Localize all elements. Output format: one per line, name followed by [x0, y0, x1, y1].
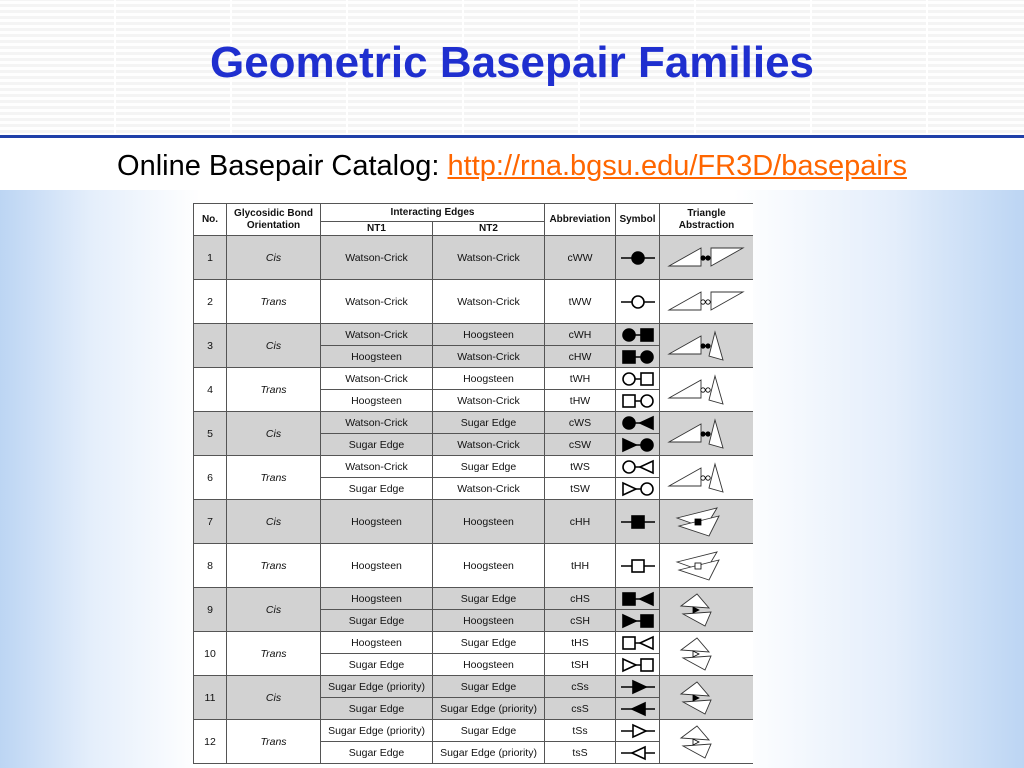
table-row [194, 544, 754, 588]
basepair-symbol-icon [618, 480, 658, 498]
header-abbreviation: Abbreviation [545, 204, 616, 236]
cell-abbreviation: cWS [545, 412, 616, 434]
cell-triangle-abstraction [660, 456, 754, 500]
cell-family-number: 8 [194, 544, 227, 588]
cell-nt2-edge: Sugar Edge [433, 588, 545, 610]
catalog-link[interactable]: http://rna.bgsu.edu/FR3D/basepairs [447, 150, 907, 182]
cell-nt2-edge: Sugar Edge [433, 720, 545, 742]
basepair-symbol-icon [618, 744, 658, 762]
cell-nt1-edge: Sugar Edge [321, 610, 433, 632]
cell-nt1-edge: Watson-Crick [321, 368, 433, 390]
table-row [194, 632, 754, 654]
triangle-abstraction-icon [665, 282, 749, 322]
cell-family-number: 12 [194, 720, 227, 764]
cell-nt1-edge: Watson-Crick [321, 456, 433, 478]
triangle-abstraction-icon [665, 590, 749, 630]
catalog-line [0, 146, 1024, 190]
cell-nt1-edge: Sugar Edge [321, 434, 433, 456]
cell-symbol [616, 610, 660, 632]
table-row [194, 676, 754, 698]
cell-symbol [616, 280, 660, 324]
cell-symbol [616, 544, 660, 588]
cell-family-number: 5 [194, 412, 227, 456]
cell-nt1-edge: Watson-Crick [321, 412, 433, 434]
triangle-abstraction-icon [665, 326, 749, 366]
cell-nt1-edge: Hoogsteen [321, 588, 433, 610]
cell-family-number: 11 [194, 676, 227, 720]
cell-symbol [616, 456, 660, 478]
cell-nt2-edge: Watson-Crick [433, 478, 545, 500]
cell-orientation: Trans [227, 720, 321, 764]
cell-nt1-edge: Sugar Edge [321, 654, 433, 676]
header-no: No. [194, 204, 227, 236]
basepair-symbol-icon [618, 722, 658, 740]
cell-symbol [616, 588, 660, 610]
header-divider [0, 135, 1024, 138]
cell-nt2-edge: Sugar Edge (priority) [433, 742, 545, 764]
cell-symbol [616, 742, 660, 764]
table-row [194, 324, 754, 346]
cell-orientation: Cis [227, 676, 321, 720]
header-triangle: Triangle Abstraction [660, 204, 754, 236]
cell-nt1-edge: Watson-Crick [321, 236, 433, 280]
cell-nt2-edge: Sugar Edge [433, 456, 545, 478]
cell-nt1-edge: Hoogsteen [321, 632, 433, 654]
cell-symbol [616, 434, 660, 456]
cell-family-number: 3 [194, 324, 227, 368]
table-row [194, 588, 754, 610]
cell-abbreviation: cHH [545, 500, 616, 544]
cell-nt1-edge: Hoogsteen [321, 500, 433, 544]
cell-orientation: Trans [227, 544, 321, 588]
cell-abbreviation: csS [545, 698, 616, 720]
triangle-abstraction-icon [665, 502, 749, 542]
basepair-symbol-icon [618, 634, 658, 652]
cell-family-number: 2 [194, 280, 227, 324]
table-row [194, 280, 754, 324]
basepair-symbol-icon [618, 370, 658, 388]
cell-family-number: 9 [194, 588, 227, 632]
cell-nt2-edge: Watson-Crick [433, 390, 545, 412]
basepair-symbol-icon [618, 678, 658, 696]
triangle-abstraction-icon [665, 634, 749, 674]
cell-nt2-edge: Watson-Crick [433, 280, 545, 324]
basepair-symbol-icon [618, 436, 658, 454]
cell-abbreviation: tWW [545, 280, 616, 324]
cell-nt1-edge: Sugar Edge [321, 698, 433, 720]
cell-abbreviation: tWH [545, 368, 616, 390]
cell-triangle-abstraction [660, 588, 754, 632]
cell-symbol [616, 346, 660, 368]
triangle-abstraction-icon [665, 238, 749, 278]
cell-nt2-edge: Sugar Edge [433, 632, 545, 654]
cell-abbreviation: tHH [545, 544, 616, 588]
header-symbol: Symbol [616, 204, 660, 236]
cell-nt1-edge: Watson-Crick [321, 324, 433, 346]
cell-nt2-edge: Hoogsteen [433, 654, 545, 676]
cell-nt2-edge: Sugar Edge [433, 676, 545, 698]
basepair-symbol-icon [618, 348, 658, 366]
cell-nt2-edge: Hoogsteen [433, 610, 545, 632]
basepair-symbol-icon [618, 293, 658, 311]
cell-triangle-abstraction [660, 720, 754, 764]
cell-nt2-edge: Hoogsteen [433, 368, 545, 390]
table-row [194, 500, 754, 544]
cell-triangle-abstraction [660, 368, 754, 412]
cell-nt2-edge: Sugar Edge (priority) [433, 698, 545, 720]
cell-abbreviation: tWS [545, 456, 616, 478]
cell-abbreviation: cSH [545, 610, 616, 632]
cell-triangle-abstraction [660, 236, 754, 280]
table-row [194, 236, 754, 280]
cell-nt1-edge: Sugar Edge (priority) [321, 720, 433, 742]
table-row [194, 368, 754, 390]
cell-nt1-edge: Sugar Edge [321, 742, 433, 764]
cell-nt2-edge: Watson-Crick [433, 434, 545, 456]
cell-symbol [616, 500, 660, 544]
cell-orientation: Trans [227, 368, 321, 412]
cell-nt1-edge: Hoogsteen [321, 544, 433, 588]
cell-symbol [616, 324, 660, 346]
cell-abbreviation: tHS [545, 632, 616, 654]
cell-abbreviation: cSW [545, 434, 616, 456]
cell-family-number: 7 [194, 500, 227, 544]
cell-symbol [616, 632, 660, 654]
cell-orientation: Cis [227, 588, 321, 632]
cell-abbreviation: tHW [545, 390, 616, 412]
basepair-families-table [193, 203, 753, 764]
triangle-abstraction-icon [665, 678, 749, 718]
cell-family-number: 4 [194, 368, 227, 412]
cell-abbreviation: tSs [545, 720, 616, 742]
header-nt2: NT2 [433, 222, 545, 236]
basepair-symbol-icon [618, 557, 658, 575]
basepair-symbol-icon [618, 513, 658, 531]
header-orientation: Glycosidic Bond Orientation [227, 204, 321, 236]
basepair-symbol-icon [618, 590, 658, 608]
basepair-symbol-icon [618, 392, 658, 410]
basepair-symbol-icon [618, 612, 658, 630]
slide-title: Geometric Basepair Families [209, 38, 815, 87]
cell-family-number: 1 [194, 236, 227, 280]
cell-symbol [616, 368, 660, 390]
catalog-label: Online Basepair Catalog: [117, 150, 448, 182]
header-nt1: NT1 [321, 222, 433, 236]
basepair-table-container [193, 203, 753, 768]
cell-abbreviation: tsS [545, 742, 616, 764]
cell-nt2-edge: Watson-Crick [433, 236, 545, 280]
cell-triangle-abstraction [660, 280, 754, 324]
cell-orientation: Cis [227, 236, 321, 280]
cell-orientation: Trans [227, 456, 321, 500]
cell-nt2-edge: Watson-Crick [433, 346, 545, 368]
cell-abbreviation: cWW [545, 236, 616, 280]
table-row [194, 456, 754, 478]
triangle-abstraction-icon [665, 458, 749, 498]
table-row [194, 720, 754, 742]
cell-nt2-edge: Hoogsteen [433, 544, 545, 588]
triangle-abstraction-icon [665, 370, 749, 410]
cell-symbol [616, 478, 660, 500]
cell-symbol [616, 676, 660, 698]
cell-abbreviation: cHS [545, 588, 616, 610]
cell-abbreviation: tSH [545, 654, 616, 676]
cell-symbol [616, 654, 660, 676]
cell-symbol [616, 236, 660, 280]
cell-triangle-abstraction [660, 500, 754, 544]
cell-nt1-edge: Sugar Edge [321, 478, 433, 500]
cell-nt2-edge: Hoogsteen [433, 324, 545, 346]
cell-triangle-abstraction [660, 676, 754, 720]
basepair-symbol-icon [618, 414, 658, 432]
cell-triangle-abstraction [660, 632, 754, 676]
table-row [194, 412, 754, 434]
cell-triangle-abstraction [660, 544, 754, 588]
cell-nt2-edge: Hoogsteen [433, 500, 545, 544]
cell-nt1-edge: Watson-Crick [321, 280, 433, 324]
cell-abbreviation: cSs [545, 676, 616, 698]
cell-family-number: 10 [194, 632, 227, 676]
cell-orientation: Cis [227, 412, 321, 456]
cell-triangle-abstraction [660, 324, 754, 368]
cell-symbol [616, 412, 660, 434]
cell-orientation: Trans [227, 280, 321, 324]
triangle-abstraction-icon [665, 546, 749, 586]
cell-symbol [616, 390, 660, 412]
triangle-abstraction-icon [665, 414, 749, 454]
cell-symbol [616, 698, 660, 720]
basepair-symbol-icon [618, 249, 658, 267]
cell-abbreviation: cHW [545, 346, 616, 368]
cell-symbol [616, 720, 660, 742]
cell-orientation: Trans [227, 632, 321, 676]
basepair-symbol-icon [618, 700, 658, 718]
cell-nt1-edge: Sugar Edge (priority) [321, 676, 433, 698]
cell-triangle-abstraction [660, 412, 754, 456]
cell-abbreviation: tSW [545, 478, 616, 500]
cell-family-number: 6 [194, 456, 227, 500]
basepair-symbol-icon [618, 326, 658, 344]
header-interacting-edges: Interacting Edges [321, 204, 545, 222]
cell-orientation: Cis [227, 324, 321, 368]
cell-abbreviation: cWH [545, 324, 616, 346]
left-gradient-decoration [0, 190, 200, 768]
cell-nt1-edge: Hoogsteen [321, 390, 433, 412]
right-gradient-decoration [734, 190, 1024, 768]
table-body [194, 236, 754, 764]
basepair-symbol-icon [618, 458, 658, 476]
cell-orientation: Cis [227, 500, 321, 544]
cell-nt2-edge: Sugar Edge [433, 412, 545, 434]
cell-nt1-edge: Hoogsteen [321, 346, 433, 368]
basepair-symbol-icon [618, 656, 658, 674]
triangle-abstraction-icon [665, 722, 749, 762]
